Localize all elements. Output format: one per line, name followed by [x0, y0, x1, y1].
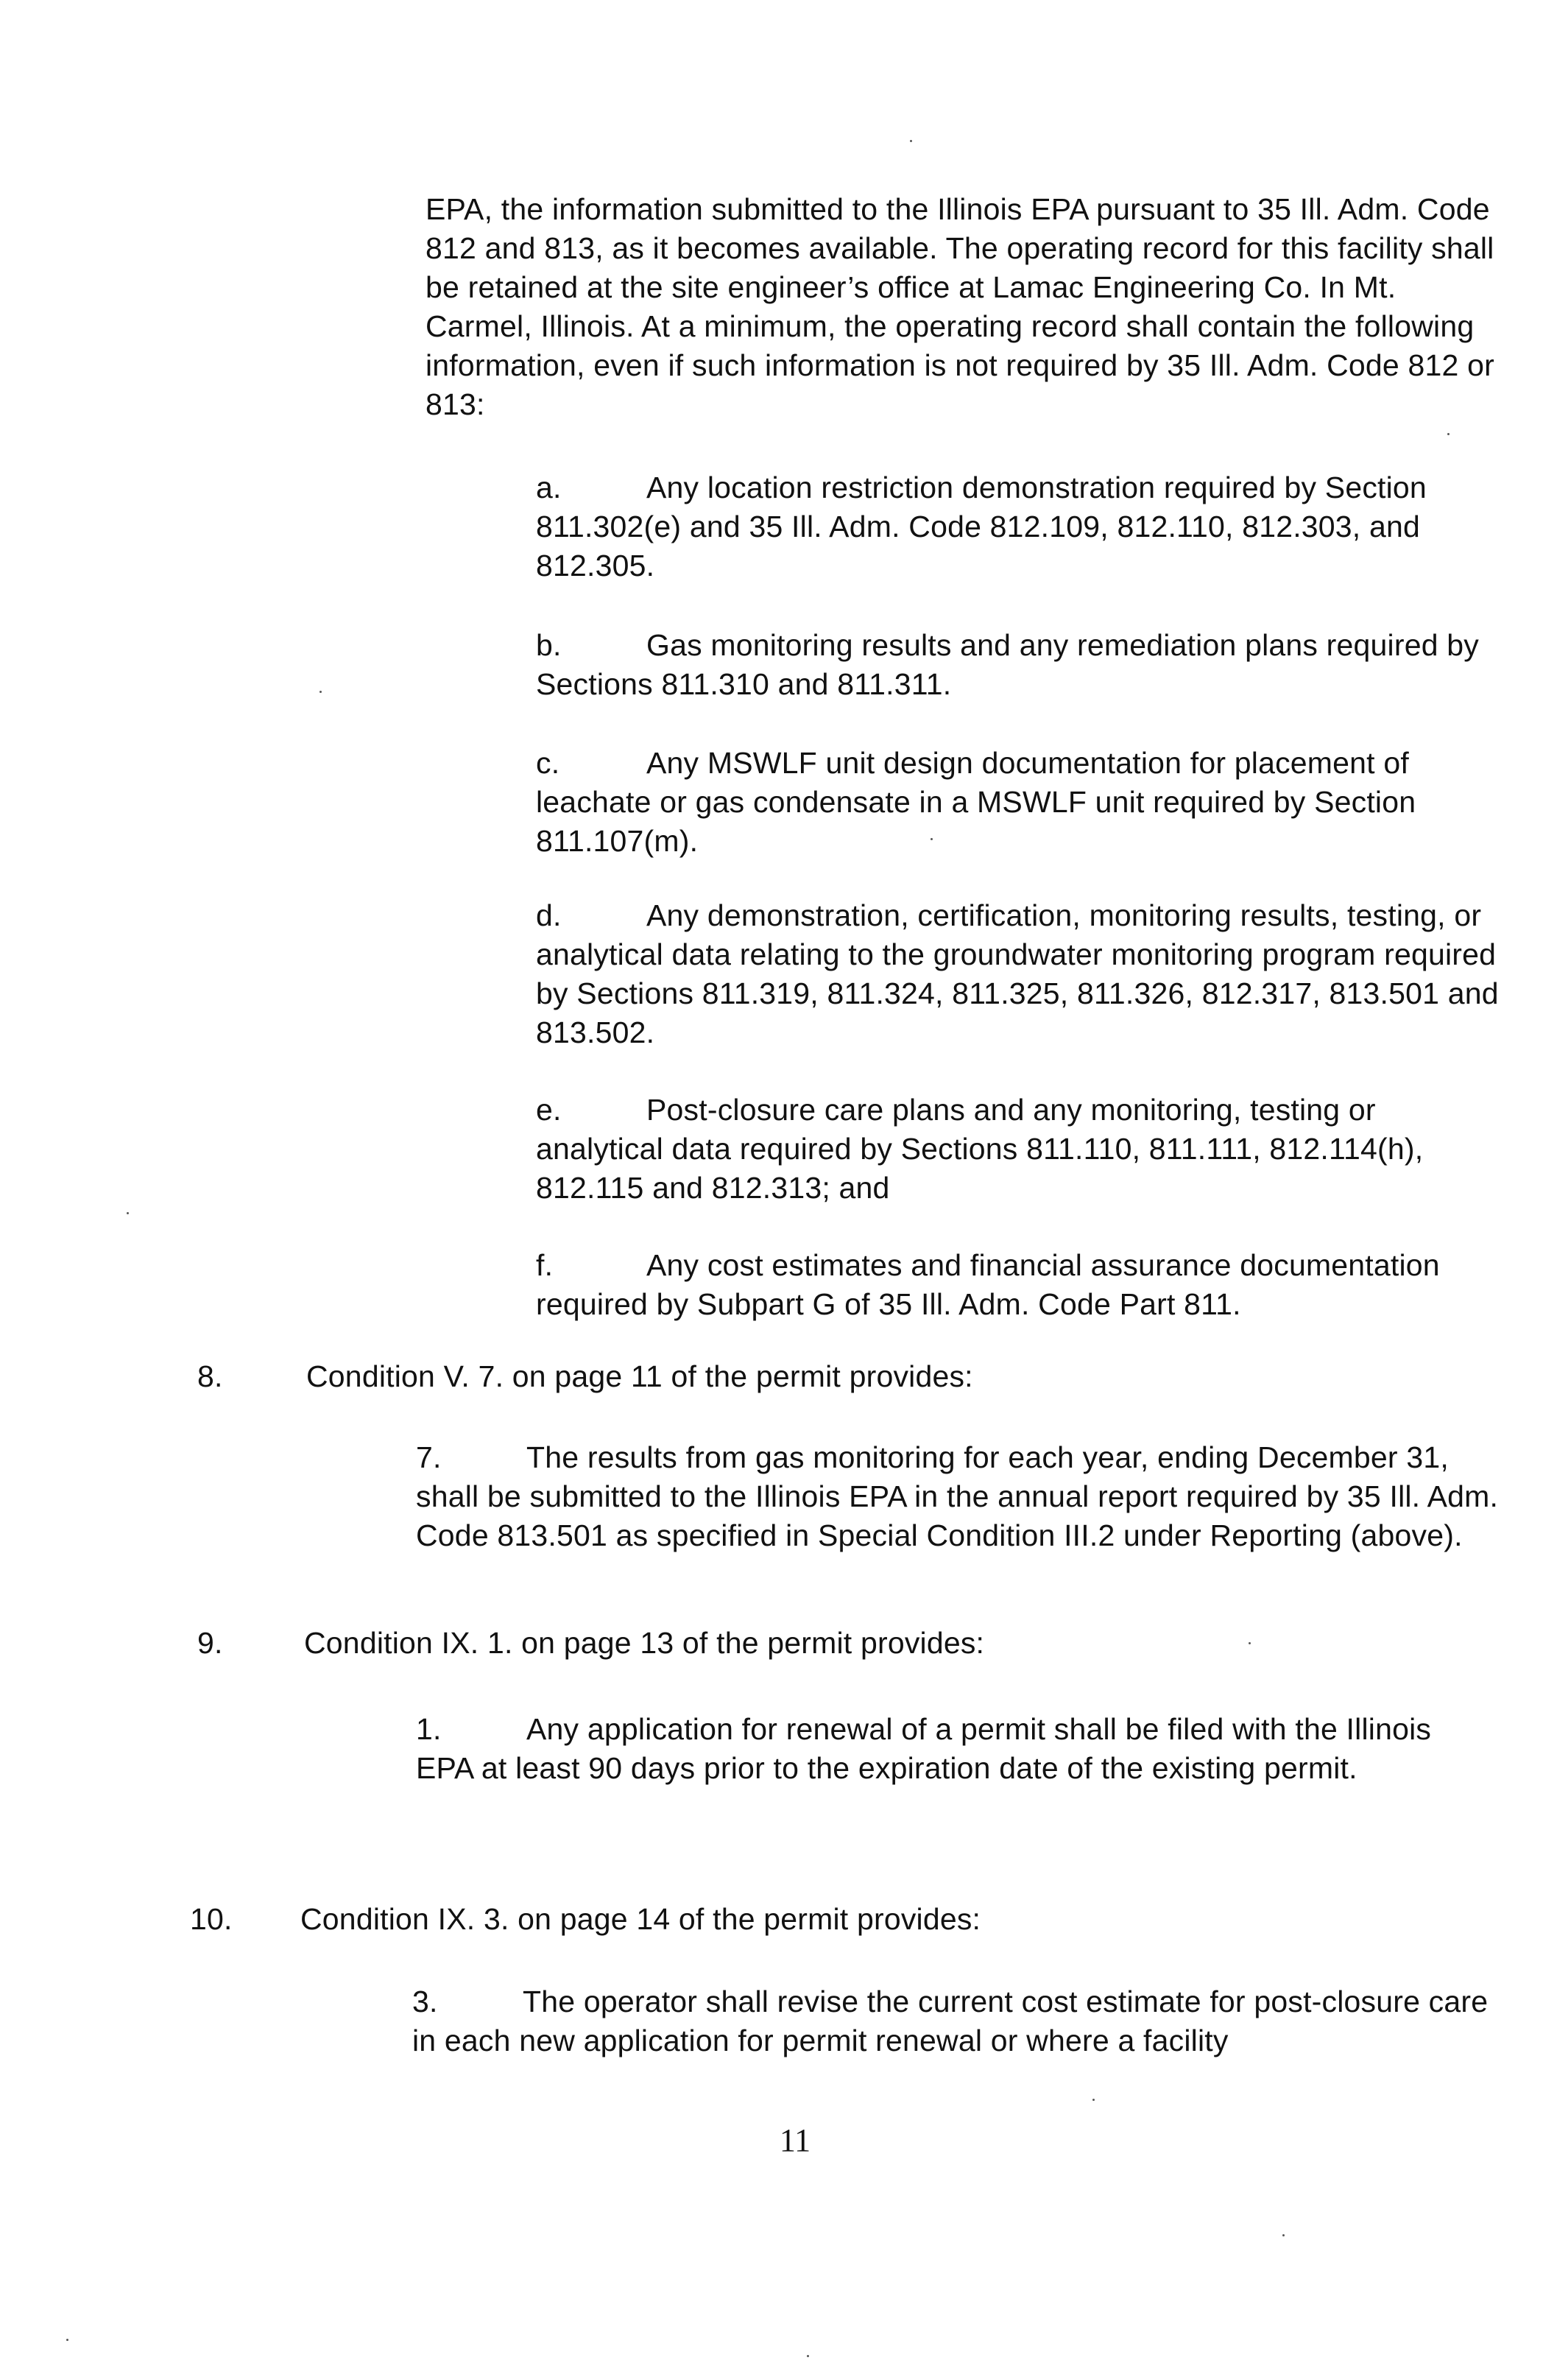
list-item-d [536, 896, 1530, 1052]
scan-speck [1092, 2099, 1095, 2101]
list-item-text: Any location restriction demonstration required by Section 811.302(e) and 35 Ill. Adm. Code 812.109, 812.110, 812.303, and 812.305. [536, 471, 1427, 582]
scan-speck [931, 838, 933, 840]
list-item-b [536, 626, 1530, 704]
condition-8-quote [416, 1438, 1505, 1555]
list-item-e [536, 1091, 1471, 1208]
condition-heading-text: Condition IX. 3. on page 14 of the permit provides: [300, 1902, 981, 1936]
scan-speck [910, 140, 912, 142]
list-item-label: a. [536, 471, 562, 504]
condition-8-heading [197, 1357, 1449, 1396]
quote-label: 1. [416, 1712, 442, 1746]
list-item-text: Post-closure care plans and any monitoring, testing or analytical data required by Sections 811.110, 811.111, 812.114(h), 812.115 and 812.313; and [536, 1093, 1424, 1205]
list-item-label: d. [536, 898, 562, 932]
quote-text: The results from gas monitoring for each year, ending December 31, shall be submitted to the Illinois EPA in the annual report required by 35 Ill. Adm. Code 813.501 as specified in Special Condition III.2 under Reporting (above). [416, 1440, 1499, 1552]
scan-speck [1249, 1642, 1251, 1644]
condition-heading-text: Condition V. 7. on page 11 of the permit provides: [306, 1359, 973, 1393]
scan-speck [319, 691, 322, 693]
quote-text: Any application for renewal of a permit shall be filed with the Illinois EPA at least 90 days prior to the expiration date of the existing permit. [416, 1712, 1432, 1785]
scan-speck [127, 1212, 129, 1214]
scan-speck [1447, 433, 1450, 435]
quote-text: The operator shall revise the current cost estimate for post-closure care in each new application for permit renewal or where a facility [412, 1985, 1489, 2057]
list-item-text: Any cost estimates and financial assurance documentation required by Subpart G of 35 Ill. Adm. Code Part 811. [536, 1248, 1440, 1321]
list-item-text: Any demonstration, certification, monitoring results, testing, or analytical data relating to the groundwater monitoring program required by Sections 811.319, 811.324, 811.325, 811.326, 812.317, 813.501 and 813.502. [536, 898, 1499, 1049]
condition-number: 8. [197, 1359, 223, 1393]
quote-label: 7. [416, 1440, 442, 1474]
list-item-c [536, 744, 1530, 861]
list-item-a [536, 468, 1530, 585]
condition-number: 10. [190, 1902, 233, 1936]
condition-number: 9. [197, 1626, 223, 1660]
scan-speck [66, 2339, 68, 2341]
condition-9-heading [197, 1624, 1449, 1663]
list-item-text: Gas monitoring results and any remediation plans required by Sections 811.310 and 811.311. [536, 628, 1479, 701]
list-item-label: b. [536, 628, 562, 662]
intro-paragraph: EPA, the information submitted to the Illinois EPA pursuant to 35 Ill. Adm. Code 812 and 813, as it becomes available. The operating record for this facility shall be retained at the site engineer’s office at Lamac Engineering Co. In Mt. Carmel, Illinois. At a minimum, the operating record shall contain the following information, even if such information is not required by 35 Ill. Adm. Code 812 or 813: [426, 192, 1494, 421]
list-item-f [536, 1246, 1537, 1324]
condition-10-quote [412, 1982, 1516, 2060]
list-item-label: e. [536, 1093, 562, 1127]
scan-speck [1282, 2234, 1285, 2236]
quote-label: 3. [412, 1985, 438, 2018]
condition-9-quote [416, 1710, 1476, 1788]
condition-10-heading [190, 1900, 1449, 1939]
scan-speck [807, 2355, 809, 2357]
list-item-label: c. [536, 746, 560, 780]
page-number: 11 [779, 2122, 811, 2158]
list-item-text: Any MSWLF unit design documentation for placement of leachate or gas condensate in a MSWLF unit required by Section 811.107(m). [536, 746, 1416, 858]
condition-heading-text: Condition IX. 1. on page 13 of the permit provides: [304, 1626, 985, 1660]
list-item-label: f. [536, 1248, 554, 1282]
